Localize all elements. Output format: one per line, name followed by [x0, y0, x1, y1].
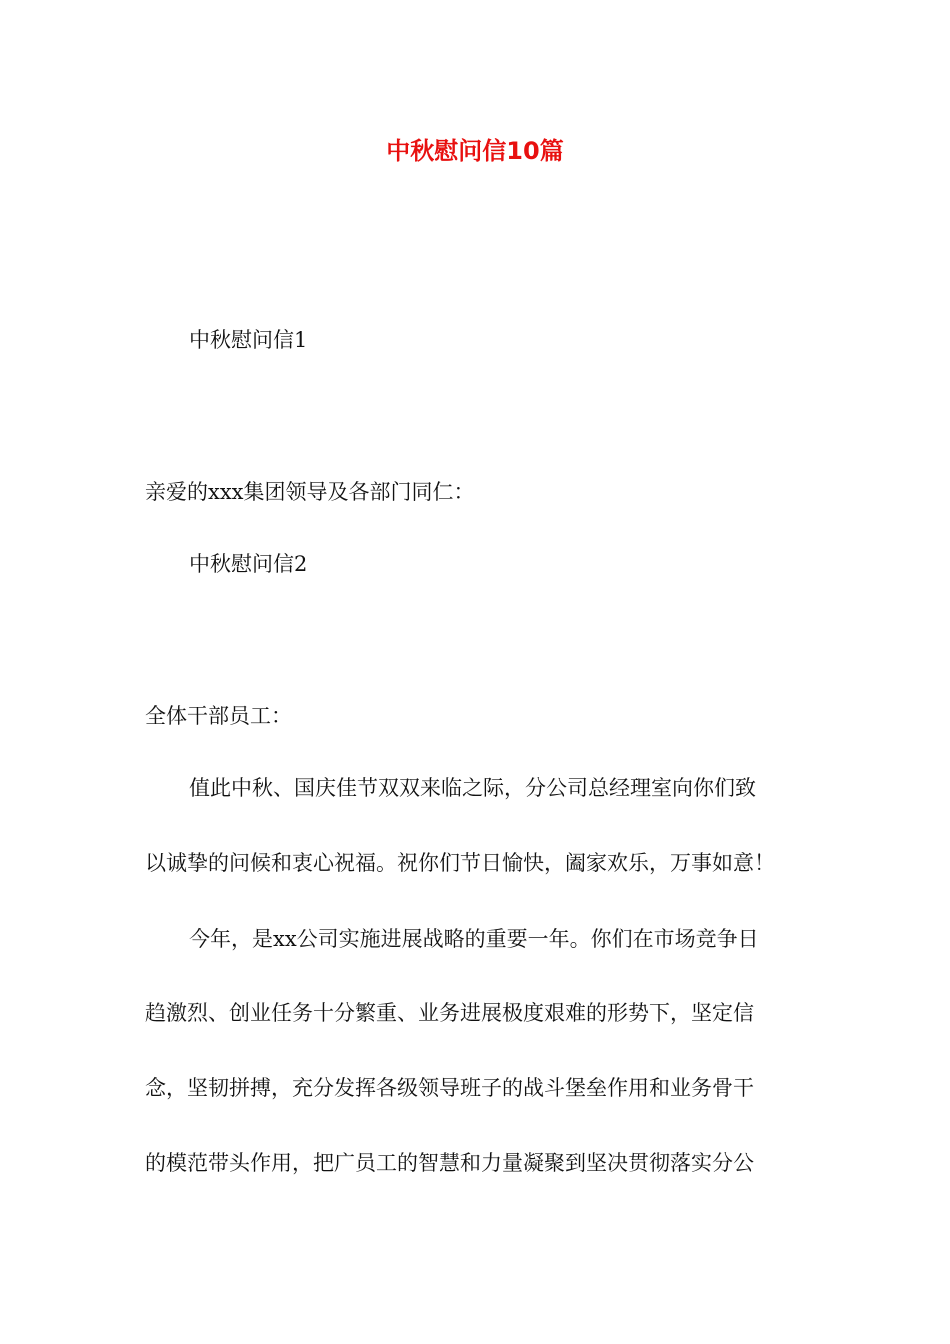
- paragraph-line: 念，坚韧拼搏，充分发挥各级领导班子的战斗堡垒作用和业务骨干: [145, 1076, 754, 1100]
- salutation-1: 亲爱的xxx集团领导及各部门同仁：: [145, 480, 475, 504]
- paragraph-line: 今年，是xx公司实施进展战略的重要一年。你们在市场竞争日: [189, 927, 759, 951]
- section-heading-1: 中秋慰问信1: [189, 328, 308, 352]
- salutation-2: 全体干部员工：: [145, 704, 292, 728]
- paragraph-line: 值此中秋、国庆佳节双双来临之际，分公司总经理室向你们致: [189, 776, 756, 800]
- paragraph-line: 以诚挚的问候和衷心祝福。祝你们节日愉快，阖家欢乐，万事如意！: [145, 851, 775, 875]
- section-heading-2: 中秋慰问信2: [189, 552, 308, 576]
- paragraph-line: 趋激烈、创业任务十分繁重、业务进展极度艰难的形势下，坚定信: [145, 1001, 754, 1025]
- paragraph-line: 的模范带头作用，把广员工的智慧和力量凝聚到坚决贯彻落实分公: [145, 1151, 754, 1175]
- document-title: 中秋慰问信10篇: [386, 137, 564, 165]
